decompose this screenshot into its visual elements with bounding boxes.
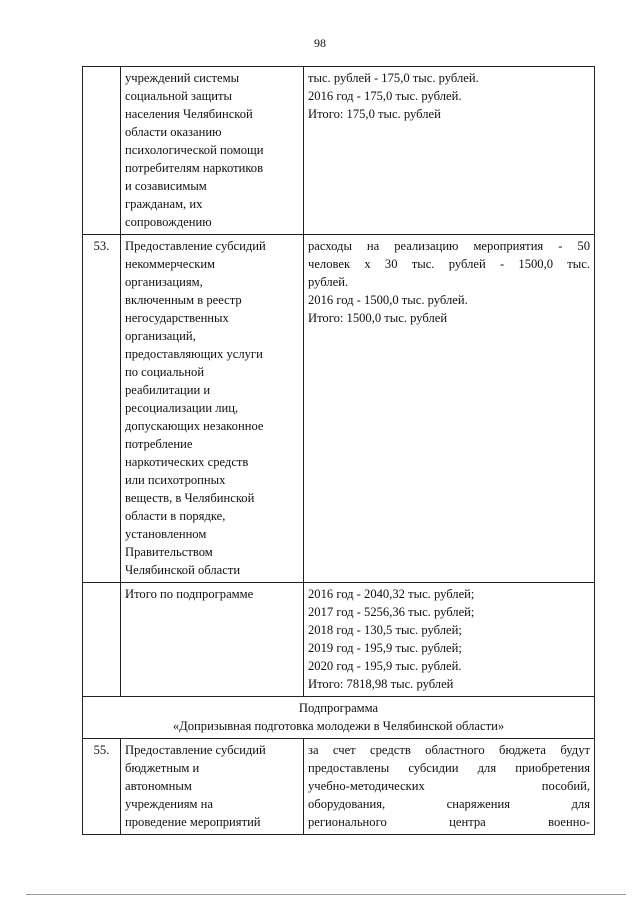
text-line: Итого: 1500,0 тыс. рублей bbox=[308, 311, 448, 325]
text-line: человек х 30 тыс. рублей - 1500,0 тыс. bbox=[308, 257, 590, 271]
text-line: учреждений системы bbox=[125, 71, 240, 85]
text-line: наркотических средств bbox=[125, 455, 249, 469]
measure-cost bbox=[304, 67, 595, 235]
text-line: гражданам, их bbox=[125, 197, 203, 211]
section-row bbox=[83, 697, 595, 739]
text-line: реабилитации и bbox=[125, 383, 211, 397]
page-number: 98 bbox=[314, 36, 326, 50]
text-line: 2019 год - 195,9 тыс. рублей; bbox=[308, 641, 462, 655]
text-line: Челябинской области bbox=[125, 563, 241, 577]
text-line: Предоставление субсидий bbox=[125, 743, 266, 757]
text-line: оборудования, снаряжения для bbox=[308, 797, 590, 811]
text-line: организациям, bbox=[125, 275, 203, 289]
text-line: рублей. bbox=[308, 275, 349, 289]
measures-table bbox=[82, 66, 595, 835]
text-line: тыс. рублей - 175,0 тыс. рублей. bbox=[308, 71, 479, 85]
text-line: или психотропных bbox=[125, 473, 226, 487]
text-line: учреждениям на bbox=[125, 797, 213, 811]
text-line: веществ, в Челябинской bbox=[125, 491, 255, 505]
measure-cost bbox=[304, 583, 595, 697]
text-line: Правительством bbox=[125, 545, 213, 559]
text-line: потребителям наркотиков bbox=[125, 161, 264, 175]
text-line: 2020 год - 195,9 тыс. рублей. bbox=[308, 659, 462, 673]
text-line: по социальной bbox=[125, 365, 205, 379]
text-line: расходы на реализацию мероприятия - 50 bbox=[308, 239, 590, 253]
measure-cost bbox=[304, 235, 595, 583]
text-line: допускающих незаконное bbox=[125, 419, 264, 433]
text-line: 2016 год - 175,0 тыс. рублей. bbox=[308, 89, 462, 103]
text-line: автономным bbox=[125, 779, 192, 793]
measure-name bbox=[121, 235, 304, 583]
table-row bbox=[83, 235, 595, 583]
text-line: 2016 год - 1500,0 тыс. рублей. bbox=[308, 293, 468, 307]
text-line: 2018 год - 130,5 тыс. рублей; bbox=[308, 623, 462, 637]
row-number bbox=[83, 67, 121, 235]
text-line: области оказанию bbox=[125, 125, 222, 139]
text-line: психологической помощи bbox=[125, 143, 264, 157]
text-line: регионального центра военно- bbox=[308, 815, 590, 829]
row-number: 55. bbox=[83, 739, 121, 835]
text-line: потребление bbox=[125, 437, 193, 451]
bottom-rule bbox=[26, 894, 626, 895]
text-line: организаций, bbox=[125, 329, 196, 343]
text-line: за счет средств областного бюджета будут bbox=[308, 743, 590, 757]
text-line: установленном bbox=[125, 527, 207, 541]
measure-name bbox=[121, 67, 304, 235]
measure-name bbox=[121, 739, 304, 835]
text-line: и созависимым bbox=[125, 179, 207, 193]
text-line: 2017 год - 5256,36 тыс. рублей; bbox=[308, 605, 475, 619]
text-line: бюджетным и bbox=[125, 761, 200, 775]
text-line: области в порядке, bbox=[125, 509, 226, 523]
text-line: учебно-методических пособий, bbox=[308, 779, 590, 793]
text-line: Итого: 175,0 тыс. рублей bbox=[308, 107, 441, 121]
table-row bbox=[83, 67, 595, 235]
row-number bbox=[83, 583, 121, 697]
text-line: социальной защиты bbox=[125, 89, 232, 103]
measure-name bbox=[121, 583, 304, 697]
subprogram-title: Подпрограмма bbox=[298, 701, 379, 715]
text-line: некоммерческим bbox=[125, 257, 216, 271]
text-line: включенным в реестр bbox=[125, 293, 242, 307]
subprogram-heading bbox=[83, 697, 595, 739]
text-line: Предоставление субсидий bbox=[125, 239, 266, 253]
measure-cost bbox=[304, 739, 595, 835]
text-line: сопровождению bbox=[125, 215, 212, 229]
text-line: предоставлены субсидии для приобретения bbox=[308, 761, 590, 775]
subprogram-subtitle: «Допризывная подготовка молодежи в Челябинской области» bbox=[172, 719, 505, 733]
text-line: негосударственных bbox=[125, 311, 229, 325]
text-line: проведение мероприятий bbox=[125, 815, 261, 829]
text-line: Итого: 7818,98 тыс. рублей bbox=[308, 677, 454, 691]
text-line: населения Челябинской bbox=[125, 107, 253, 121]
text-line: 2016 год - 2040,32 тыс. рублей; bbox=[308, 587, 475, 601]
text-line: Итого по подпрограмме bbox=[125, 587, 254, 601]
text-line: ресоциализации лиц, bbox=[125, 401, 239, 415]
row-number: 53. bbox=[83, 235, 121, 583]
table-row bbox=[83, 583, 595, 697]
text-line: предоставляющих услуги bbox=[125, 347, 263, 361]
table-row bbox=[83, 739, 595, 835]
